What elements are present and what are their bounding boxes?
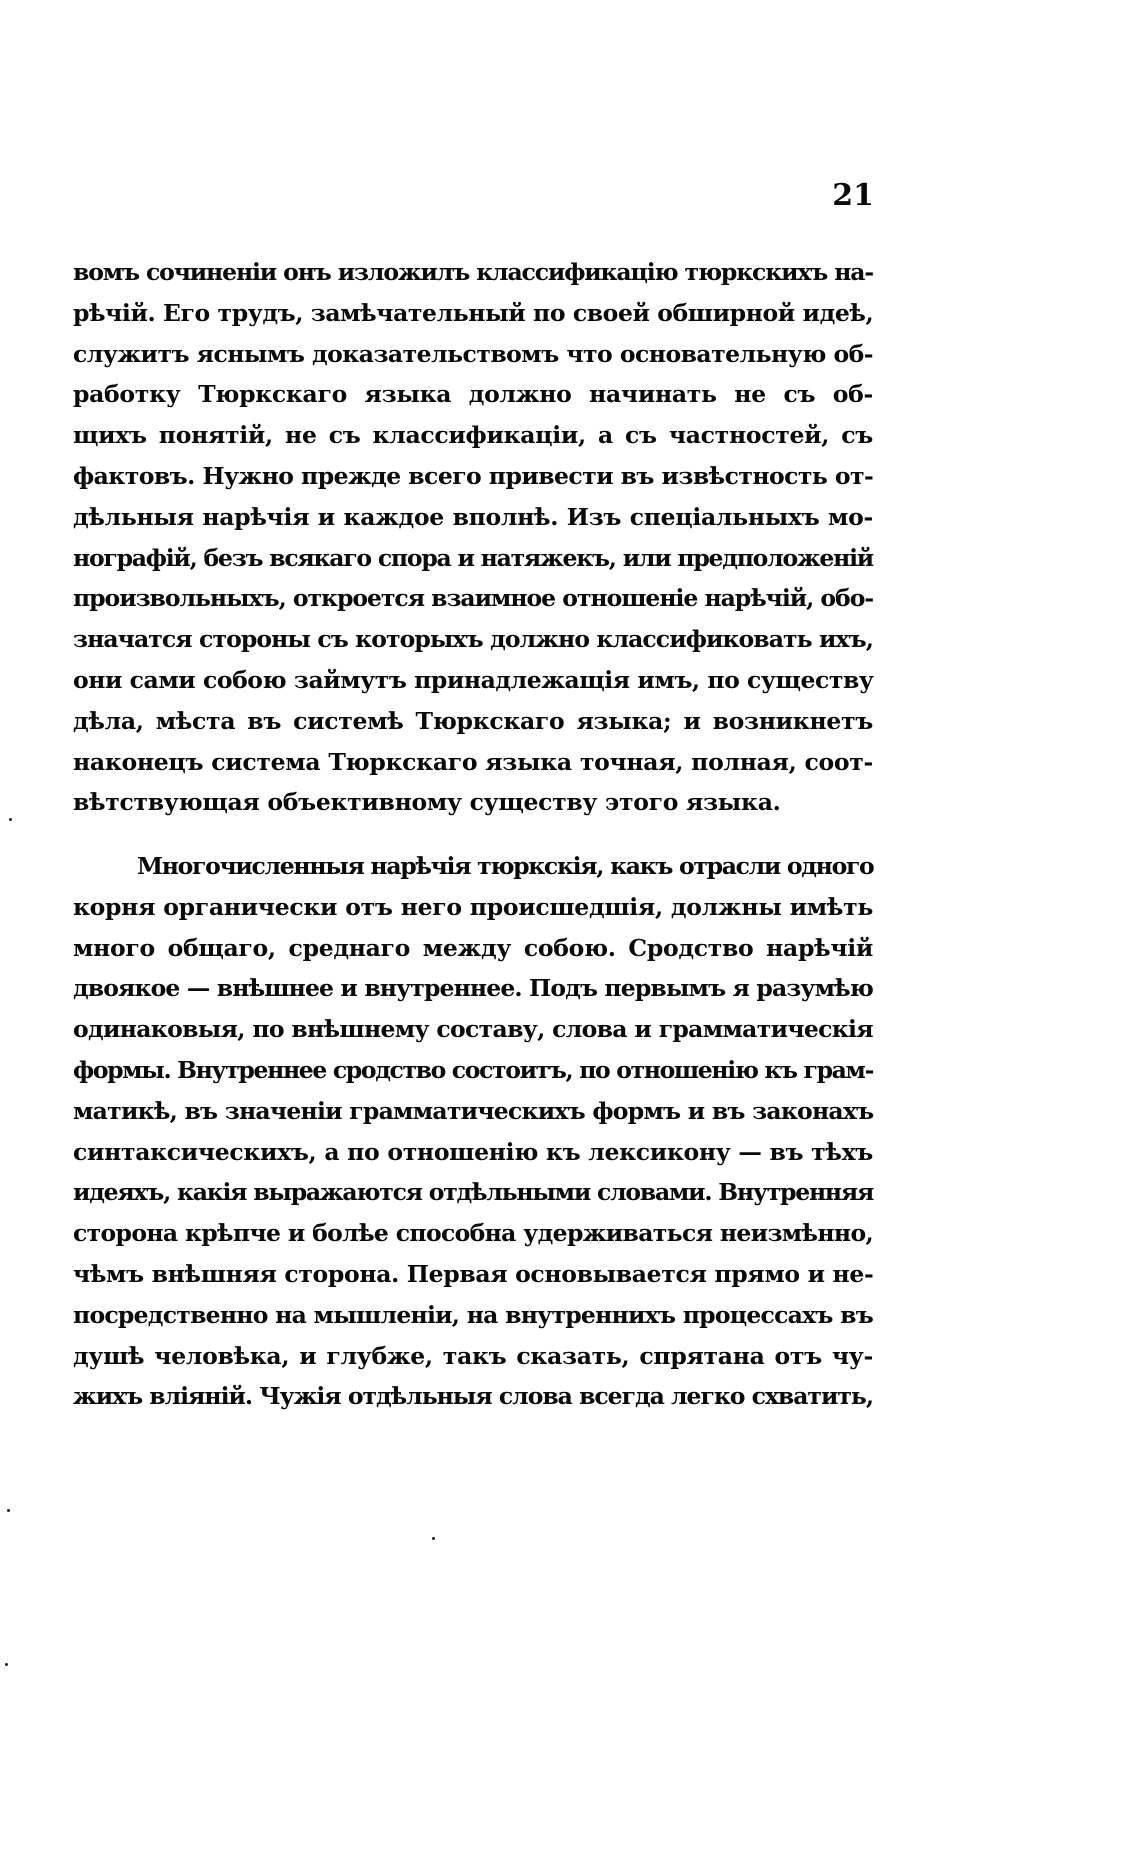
text-line: формы. Внутреннее сродство состоитъ, по отношенію къ грам- [73,1055,873,1084]
text-line: щихъ понятій, не съ классификаціи, а съ частностей, съ [73,421,873,450]
text-line: работку Тюркскаго языка должно начинать не съ об- [73,380,873,409]
scan-speck [9,818,12,821]
text-line: одинаковыя, по внѣшнему составу, слова и грамматическія [73,1015,873,1044]
text-line: они сами собою займутъ принадлежащія имъ, по существу [73,665,874,694]
scan-speck [432,1537,435,1540]
text-line: значатся стороны съ которыхъ должно классификовать ихъ, [73,625,873,654]
text-line: двоякое — внѣшнее и внутреннее. Подъ первымъ я разумѣю [73,974,873,1003]
page-number: 21 [832,178,874,213]
text-line: нографій, безъ всякаго спора и натяжекъ, или предположеній [73,543,873,572]
text-line: душѣ человѣка, и глубже, такъ сказать, спрятана отъ чу- [73,1341,873,1370]
text-line: сторона крѣпче и болѣе способна удерживаться неизмѣнно, [73,1219,873,1248]
text-line: служитъ яснымъ доказательствомъ что основательную об- [73,339,873,368]
text-line: матикѣ, въ значеніи грамматическихъ формъ и въ законахъ [73,1096,874,1125]
text-line: синтаксическихъ, а по отношенію къ лексикону — въ тѣхъ [73,1137,873,1166]
text-line: фактовъ. Нужно прежде всего привести въ извѣстность от- [73,461,874,490]
text-line: наконецъ система Тюркскаго языка точная, полная, соот- [73,747,873,776]
text-line: рѣчій. Его трудъ, замѣчательный по своей обширной идеѣ, [73,298,874,327]
text-line: вѣтствующая объективному существу этого языка. [73,788,781,817]
text-line: вомъ сочиненіи онъ изложилъ классификацію тюркскихъ на- [73,258,873,286]
text-line: дѣла, мѣста въ системѣ Тюркскаго языка; и возникнетъ [73,706,873,735]
text-line: много общаго, среднаго между собою. Сродство нарѣчій [73,933,873,962]
text-line: идеяхъ, какія выражаются отдѣльными словами. Внутренняя [73,1178,874,1207]
paragraph-1 [73,252,873,823]
scan-speck [7,1509,10,1512]
text-line: Многочисленныя нарѣчія тюркскія, какъ отрасли одного [137,852,874,880]
paragraph-2 [73,846,873,1417]
text-line: произвольныхъ, откроется взаимное отношеніе нарѣчій, обо- [73,584,874,613]
text-line: посредственно на мышленіи, на внутреннихъ процессахъ въ [73,1300,873,1329]
scan-speck [5,1663,8,1666]
text-line: дѣльныя нарѣчія и каждое вполнѣ. Изъ спеціальныхъ мо- [73,502,873,531]
text-line: чѣмъ внѣшняя сторона. Первая основывается прямо и не- [73,1259,874,1288]
text-line: корня органически отъ него происшедшія, должны имѣть [73,892,873,921]
text-line: жихъ вліяній. Чужія отдѣльныя слова всегда легко схватить, [73,1382,873,1411]
